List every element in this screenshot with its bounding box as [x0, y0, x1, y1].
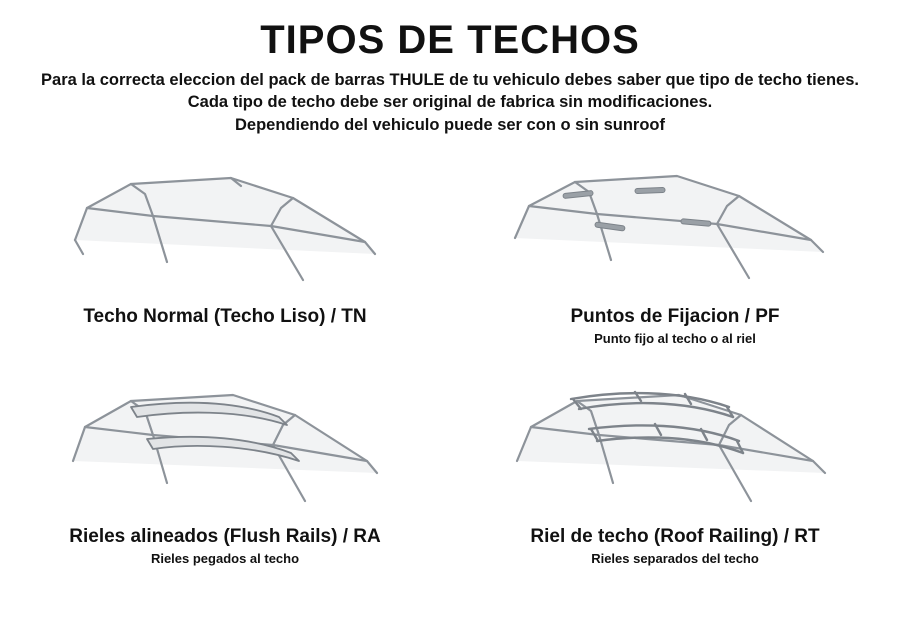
fixpoint-marker: [635, 187, 665, 193]
roof-type-card-pf: [450, 150, 900, 365]
roof-type-label-tn: Techo Normal (Techo Liso) / TN: [83, 305, 367, 327]
roof-type-label-ra: Rieles alineados (Flush Rails) / RA: [69, 525, 381, 547]
car-roof-railing-icon: [485, 365, 865, 520]
roof-type-note-rt: Rieles separados del techo: [591, 550, 759, 566]
page-title: TIPOS DE TECHOS: [260, 18, 640, 62]
intro-line-2: Cada tipo de techo debe ser original de fabrica sin modificaciones.: [187, 93, 713, 112]
intro-text: [20, 69, 880, 136]
roof-types-grid: [0, 150, 900, 580]
roof-type-card-tn: [0, 150, 450, 365]
car-roof-plain-icon: [35, 150, 415, 300]
car-roof-flush-rails-icon: [35, 365, 415, 520]
intro-line-3: Dependiendo del vehiculo puede ser con o sin sunroof: [235, 115, 665, 134]
roof-type-label-rt: Riel de techo (Roof Railing) / RT: [530, 525, 820, 547]
roof-type-label-pf: Puntos de Fijacion / PF: [570, 305, 780, 327]
intro-line-1: Para la correcta eleccion del pack de barras THULE de tu vehiculo debes saber que tipo de techo tienes.: [41, 71, 859, 89]
car-roof-fixpoint-icon: [485, 150, 865, 300]
roof-type-card-rt: [450, 365, 900, 580]
roof-type-note-ra: Rieles pegados al techo: [150, 550, 300, 566]
roof-types-infographic: [0, 18, 900, 618]
roof-type-card-ra: [0, 365, 450, 580]
roof-type-note-pf: Punto fijo al techo o al riel: [594, 330, 756, 346]
